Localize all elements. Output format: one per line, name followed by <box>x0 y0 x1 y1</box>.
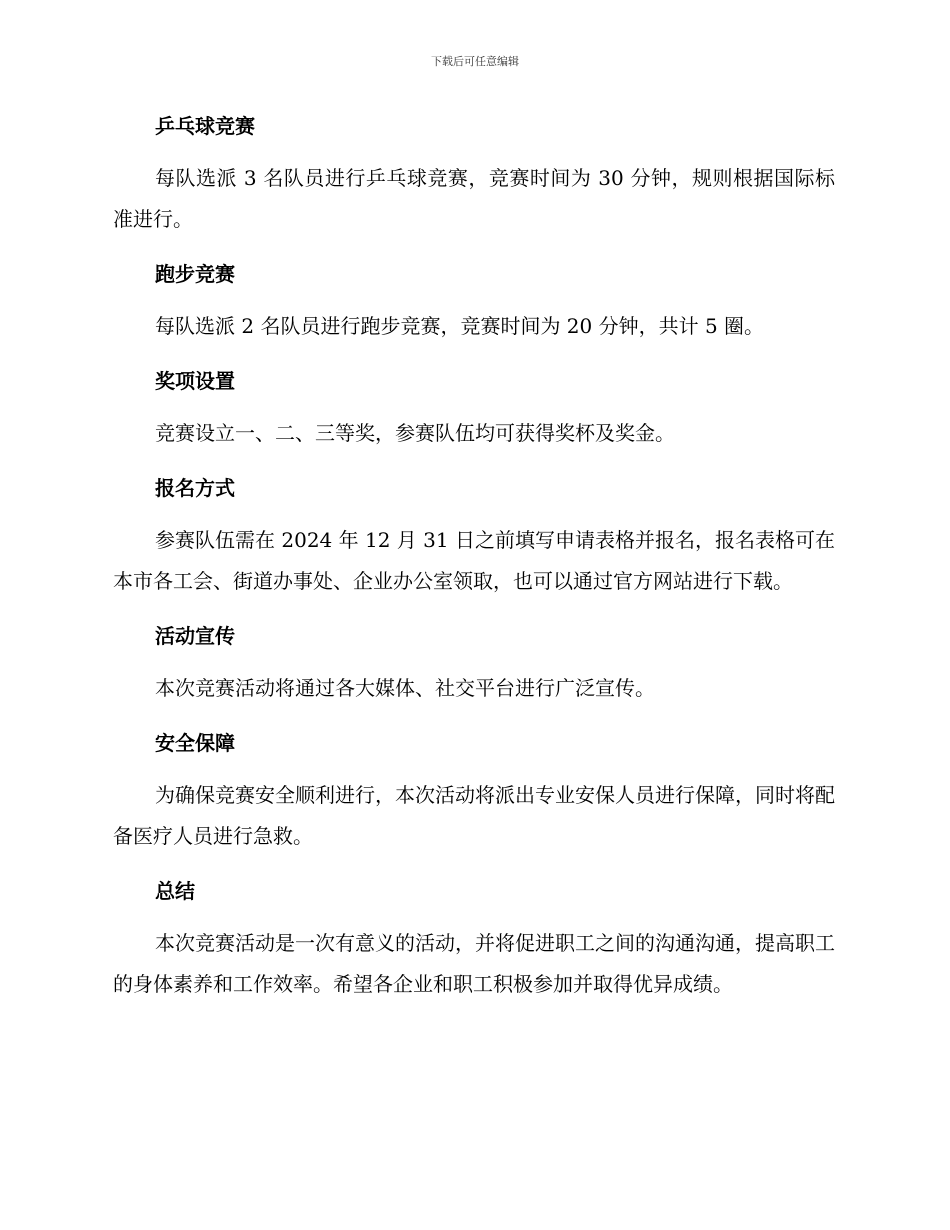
section-heading-running: 跑步竞赛 <box>155 262 235 286</box>
document-content <box>113 104 835 1017</box>
section-body-summary: 本次竞赛活动是一次有意义的活动，并将促进职工之间的沟通沟通，提高职工的身体素养和工作效率。希望各企业和职工积极参加并取得优异成绩。 <box>113 931 835 996</box>
section-heading-summary: 总结 <box>155 879 195 903</box>
section-body-running: 每队选派 2 名队员进行跑步竞赛，竞赛时间为 20 分钟，共计 5 圈。 <box>155 314 765 338</box>
section-heading-pingpong: 乒乓球竞赛 <box>155 114 255 138</box>
section-body-promotion: 本次竞赛活动将通过各大媒体、社交平台进行广泛宣传。 <box>155 676 655 700</box>
section-body-safety: 为确保竞赛安全顺利进行，本次活动将派出专业安保人员进行保障，同时将配备医疗人员进行急救。 <box>113 783 835 848</box>
section-heading-registration: 报名方式 <box>155 476 235 500</box>
header-note: 下载后可任意编辑 <box>431 55 519 68</box>
section-body-registration: 参赛队伍需在 2024 年 12 月 31 日之前填写申请表格并报名，报名表格可在本市各工会、街道办事处、企业办公室领取，也可以通过官方网站进行下载。 <box>113 528 835 593</box>
section-body-pingpong: 每队选派 3 名队员进行乒乓球竞赛，竞赛时间为 30 分钟，规则根据国际标准进行。 <box>113 166 835 231</box>
section-heading-promotion: 活动宣传 <box>155 624 235 648</box>
section-heading-awards: 奖项设置 <box>155 369 235 393</box>
section-heading-safety: 安全保障 <box>155 731 235 755</box>
section-body-awards: 竞赛设立一、二、三等奖，参赛队伍均可获得奖杯及奖金。 <box>155 421 675 445</box>
